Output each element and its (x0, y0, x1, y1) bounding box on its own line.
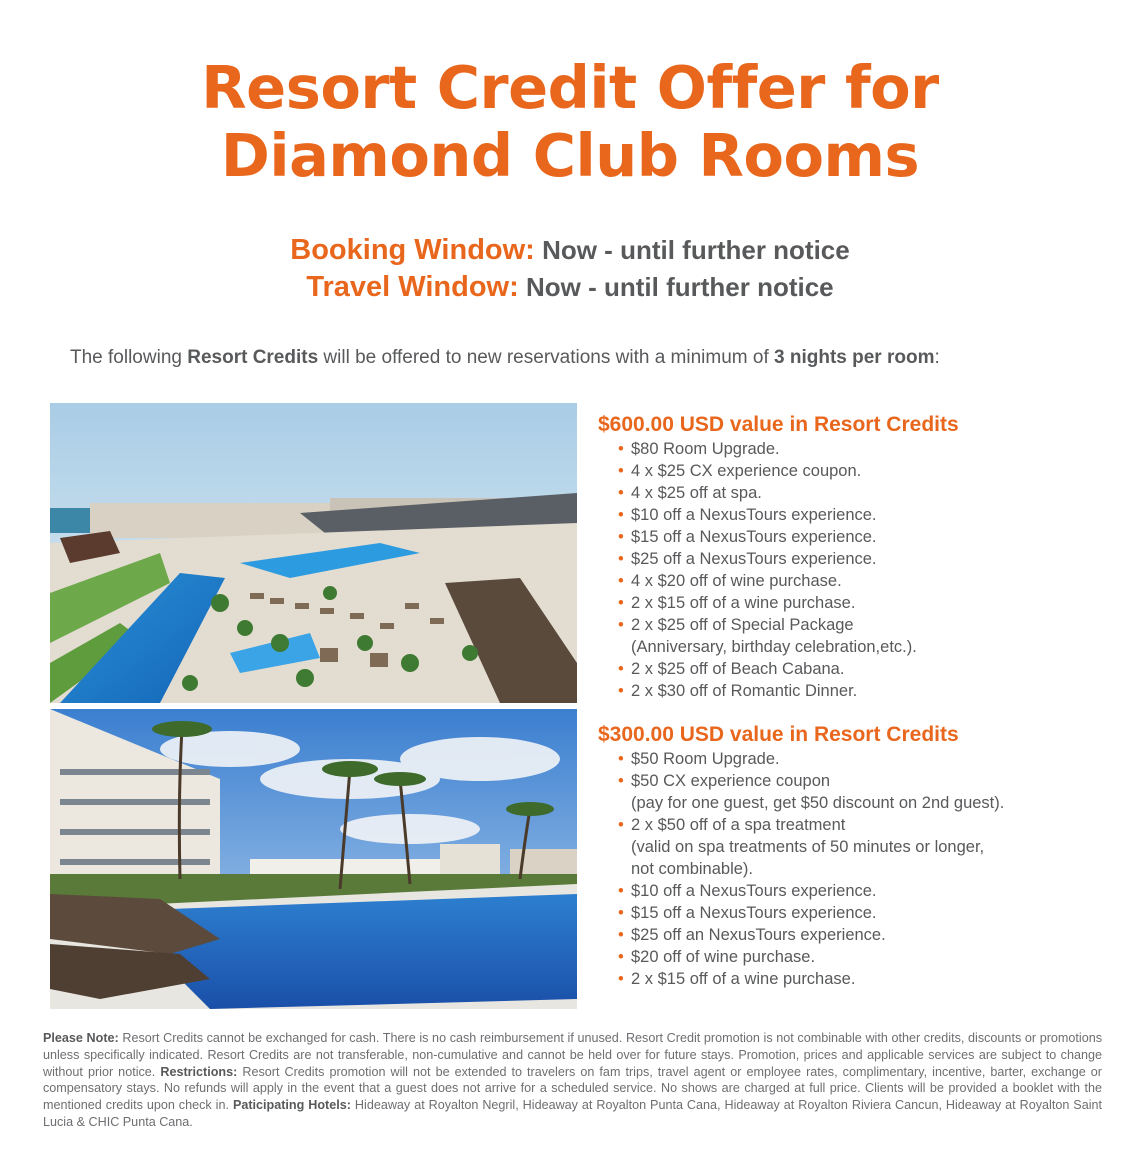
title-line-2: Diamond Club Rooms (220, 121, 920, 190)
list-item: • 4 x $25 CX experience coupon. (618, 460, 1118, 482)
travel-window-label: Travel Window: (306, 271, 519, 303)
page-title (0, 54, 1140, 190)
note-label: Please Note: (43, 1031, 119, 1045)
list-item: • 2 x $50 off of a spa treatment (valid on spa treatments of 50 minutes or longer, not combinable). (618, 814, 1118, 880)
note-text: Resort Credits cannot be exchanged for cash. There is no cash reimbursement if unused. Resort Credit promotion is not combinable with other credits, discounts or promotions unless specifically indicated. Resort Credits are not transferable, non-cumulative and cannot be held over for future stays. Promotion, prices and applicable services are subject to change without prior notice. (43, 1031, 1103, 1079)
list-item: • $10 off a NexusTours experience. (618, 504, 1118, 526)
list-item: • 4 x $25 off at spa. (618, 482, 1118, 504)
list-item: • 4 x $20 off of wine purchase. (618, 570, 1118, 592)
travel-window-value: Now - until further notice (526, 272, 834, 302)
intro-text (70, 345, 1090, 371)
list-item: • 2 x $25 off of Special Package (Anniversary, birthday celebration,etc.). (618, 614, 1118, 658)
list-item: • $20 off of wine purchase. (618, 946, 1118, 968)
list-item: • $25 off a NexusTours experience. (618, 548, 1118, 570)
travel-window (0, 271, 1140, 303)
intro-part: will be offered to new reservations with a minimum of (318, 347, 774, 368)
fine-print (43, 1030, 1102, 1131)
booking-window-value: Now - until further notice (542, 235, 850, 265)
list-item: • $80 Room Upgrade. (618, 438, 1118, 460)
intro-part: The following (70, 347, 188, 368)
hotels-text: Hideaway at Royalton Negril, Hideaway at Royalton Punta Cana, Hideaway at Royalton Riviera Cancun, Hideaway at Royalton Saint Lucia & CHIC Punta Cana. (43, 1098, 1103, 1129)
offer-300 (598, 722, 1118, 990)
intro-bold: 3 nights per room (774, 347, 935, 368)
offer-600-list (598, 438, 1118, 702)
offer-300-heading: $300.00 USD value in Resort Credits (598, 723, 959, 746)
list-item: • $25 off an NexusTours experience. (618, 924, 1118, 946)
resort-pool-photo (50, 709, 577, 1009)
intro-part: : (934, 347, 940, 368)
list-item: • 2 x $15 off of a wine purchase. (618, 592, 1118, 614)
restrictions-text: Resort Credits promotion will not be extended to travelers on fam trips, travel agent or employee rates, complimentary, incentive, barter, exchange or compensatory stays. No refunds will apply in the event that a guest does not arrive for a scheduled service. No shows are charged at full price. Clients will be provided a booklet with the mentioned credits upon check in. (43, 1064, 1102, 1113)
offer-300-list (598, 748, 1118, 990)
list-item: • $50 CX experience coupon (pay for one guest, get $50 discount on 2nd guest). (618, 770, 1118, 814)
list-item: • $50 Room Upgrade. (618, 748, 1118, 770)
restrictions-label: Restrictions: (160, 1064, 238, 1079)
list-item: • $15 off a NexusTours experience. (618, 526, 1118, 548)
list-item: • 2 x $30 off of Romantic Dinner. (618, 680, 1118, 702)
list-item: • $10 off a NexusTours experience. (618, 880, 1118, 902)
resort-aerial-photo (50, 403, 577, 703)
list-item: • 2 x $15 off of a wine purchase. (618, 968, 1118, 990)
offer-600 (598, 412, 1118, 702)
list-item: • 2 x $25 off of Beach Cabana. (618, 658, 1118, 680)
booking-window (0, 234, 1140, 266)
intro-bold: Resort Credits (187, 347, 319, 368)
offer-600-heading: $600.00 USD value in Resort Credits (598, 413, 959, 436)
title-line-1: Resort Credit Offer for (201, 53, 939, 122)
list-item: • $15 off a NexusTours experience. (618, 902, 1118, 924)
hotels-label: Paticipating Hotels: (232, 1098, 351, 1113)
booking-window-label: Booking Window: (290, 234, 535, 266)
